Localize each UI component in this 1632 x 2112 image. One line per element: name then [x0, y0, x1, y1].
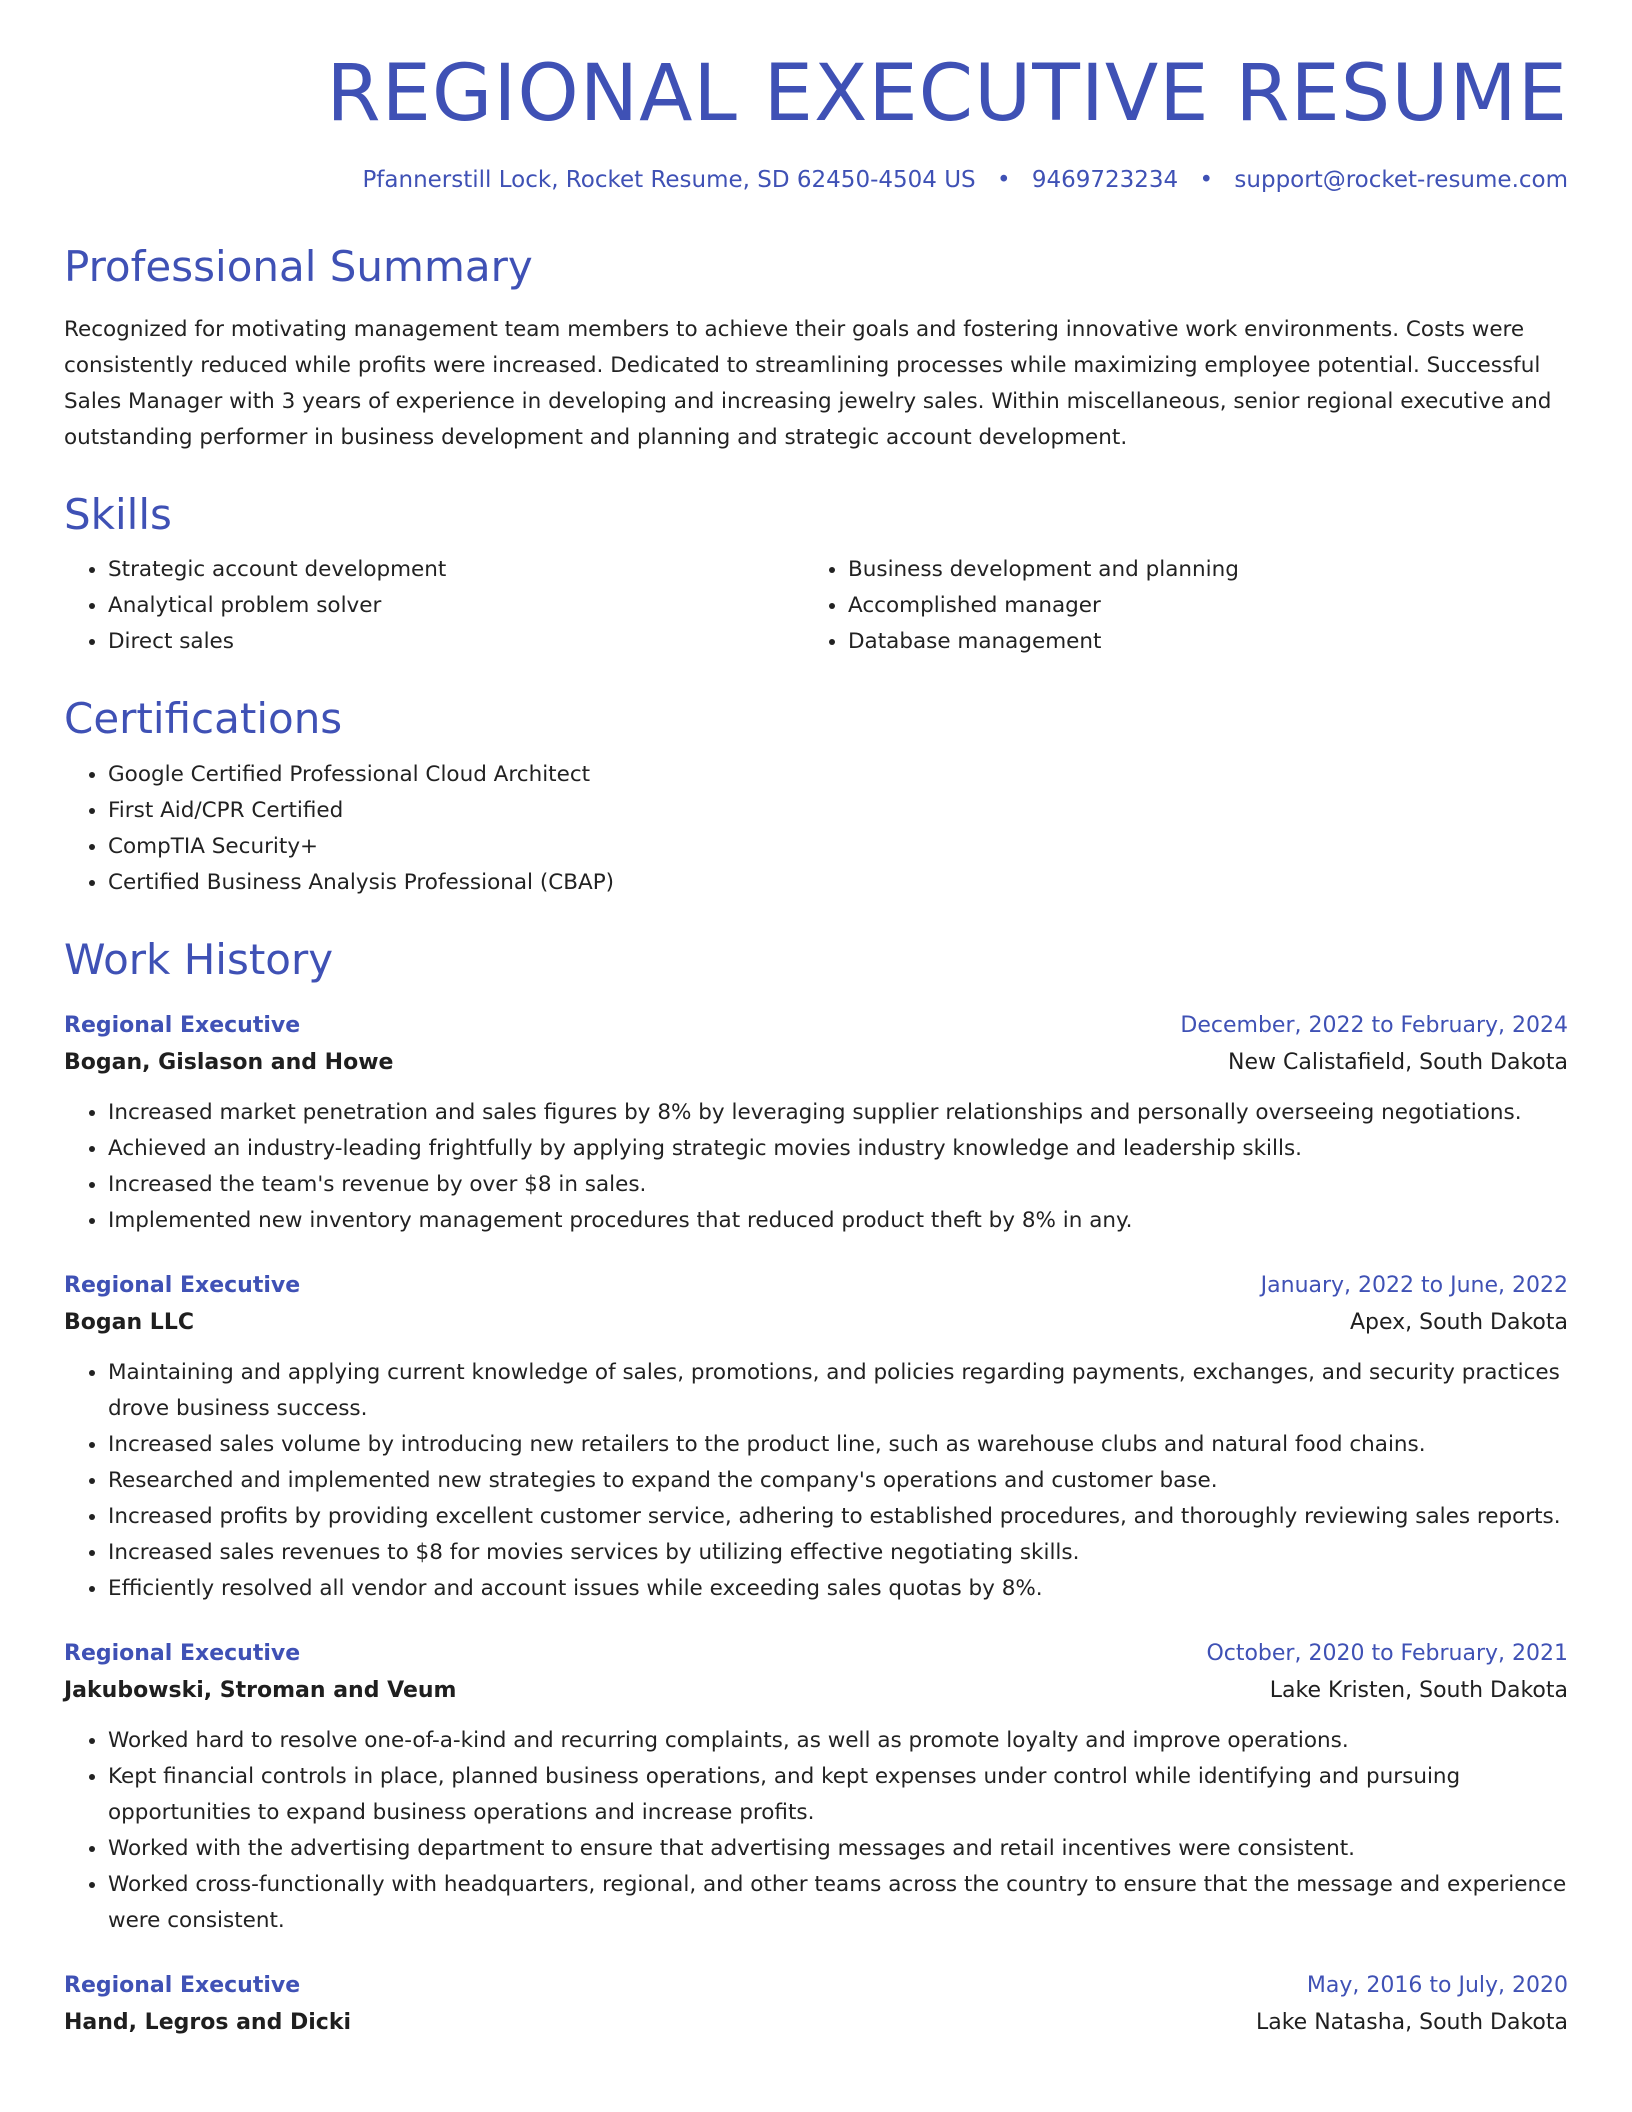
section-title-certifications: Certifications	[64, 694, 343, 744]
job-bullet: • Efficiently resolved all vendor and account issues while exceeding sales quotas by 8%.	[108, 1571, 1568, 1607]
job-company-row	[64, 1044, 1568, 1081]
job-header-row	[64, 1007, 1568, 1044]
job-bullets	[64, 1095, 1568, 1239]
certification-item: • Certified Business Analysis Professional (CBAP)	[108, 865, 1568, 901]
job-bullet: • Increased market penetration and sales figures by 8% by leveraging supplier relationships and personally overseeing negotiations.	[108, 1095, 1568, 1131]
job-bullet: • Worked cross-functionally with headquarters, regional, and other teams across the country to ensure that the message and experience were consistent.	[108, 1867, 1568, 1939]
skills-list-left	[64, 552, 804, 660]
job-entry	[64, 1267, 1568, 1607]
job-bullet: • Researched and implemented new strategies to expand the company's operations and customer base.	[108, 1463, 1568, 1499]
job-bullet: • Increased sales revenues to $8 for movies services by utilizing effective negotiating skills.	[108, 1535, 1568, 1571]
job-bullets	[64, 1355, 1568, 1607]
skill-item: • Database management	[848, 624, 1544, 660]
job-bullet: • Implemented new inventory management procedures that reduced product theft by 8% in any.	[108, 1203, 1568, 1239]
skills-list-right	[804, 552, 1544, 660]
job-bullet: • Worked with the advertising department to ensure that advertising messages and retail incentives were consistent.	[108, 1831, 1568, 1867]
resume-title: REGIONAL EXECUTIVE RESUME	[326, 49, 1568, 139]
job-bullet: • Kept financial controls in place, planned business operations, and kept expenses under control while identifying and pursuing opportunities to expand business operations and increase profits.	[108, 1759, 1568, 1831]
summary-text: Recognized for motivating management team members to achieve their goals and fostering innovative work environments. Costs were consistently reduced while profits were increased. Dedicated to streamlining processes while maximizing employee potential. Successful Sales Manager with 3 years of experience in developing and increasing jewelry sales. Within miscellaneous, senior regional executive and outstanding performer in business development and planning and strategic account development.	[64, 317, 1552, 451]
job-location: Lake Kristen, South Dakota	[1269, 1678, 1568, 1704]
skill-item: • Strategic account development	[108, 552, 804, 588]
job-bullets	[64, 1723, 1568, 1939]
skills-grid	[64, 552, 1568, 660]
contact-separator: •	[1199, 166, 1214, 193]
skills-column-left	[64, 552, 804, 660]
skills-section	[64, 490, 1568, 660]
certification-item: • CompTIA Security+	[108, 829, 1568, 865]
skills-column-right	[804, 552, 1544, 660]
job-location: Apex, South Dakota	[1349, 1310, 1568, 1336]
job-dates: May, 2016 to July, 2020	[1306, 1973, 1568, 1999]
job-dates: January, 2022 to June, 2022	[1260, 1273, 1568, 1299]
job-bullet: • Achieved an industry-leading frightfully by applying strategic movies industry knowledge and leadership skills.	[108, 1131, 1568, 1167]
job-entry	[64, 1967, 1568, 2041]
work-history-section	[64, 935, 1568, 2041]
skill-item: • Analytical problem solver	[108, 588, 804, 624]
contact-address: Pfannerstill Lock, Rocket Resume, SD 62450-4504 US	[362, 166, 976, 193]
section-title-summary: Professional Summary	[64, 241, 533, 291]
job-entry	[64, 1635, 1568, 1939]
job-bullet: • Maintaining and applying current knowledge of sales, promotions, and policies regarding payments, exchanges, and security practices drove business success.	[108, 1355, 1568, 1427]
job-company: Bogan LLC	[64, 1310, 194, 1336]
certifications-section	[64, 694, 1568, 900]
job-header-row	[64, 1967, 1568, 2004]
job-company: Hand, Legros and Dicki	[64, 2010, 352, 2036]
job-header-row	[64, 1267, 1568, 1304]
job-bullet: • Increased the team's revenue by over $8 in sales.	[108, 1167, 1568, 1203]
job-company-row	[64, 2004, 1568, 2041]
section-title-work-history: Work History	[64, 934, 334, 984]
skill-item: • Direct sales	[108, 624, 804, 660]
resume-header	[64, 0, 1568, 196]
certification-item: • First Aid/CPR Certified	[108, 793, 1568, 829]
summary-section	[64, 242, 1568, 456]
contact-phone: 9469723234	[1031, 166, 1179, 193]
job-title: Regional Executive	[64, 1013, 301, 1039]
job-bullet: • Increased sales volume by introducing new retailers to the product line, such as warehouse clubs and natural food chains.	[108, 1427, 1568, 1463]
job-header-row	[64, 1635, 1568, 1672]
job-title: Regional Executive	[64, 1273, 301, 1299]
job-title: Regional Executive	[64, 1973, 301, 1999]
job-company-row	[64, 1304, 1568, 1341]
job-dates: December, 2022 to February, 2024	[1180, 1013, 1568, 1039]
contact-email[interactable]: support@rocket-resume.com	[1234, 166, 1568, 193]
job-bullet: • Worked hard to resolve one-of-a-kind and recurring complaints, as well as promote loyalty and improve operations.	[108, 1723, 1568, 1759]
job-company-row	[64, 1672, 1568, 1709]
section-title-skills: Skills	[64, 490, 172, 540]
job-company: Bogan, Gislason and Howe	[64, 1050, 394, 1076]
certifications-list	[64, 757, 1568, 901]
contact-separator: •	[996, 166, 1011, 193]
job-dates: October, 2020 to February, 2021	[1206, 1641, 1568, 1667]
job-location: Lake Natasha, South Dakota	[1255, 2010, 1568, 2036]
contact-line	[64, 166, 1568, 196]
job-company: Jakubowski, Stroman and Veum	[64, 1678, 457, 1704]
job-entry	[64, 1007, 1568, 1239]
skill-item: • Business development and planning	[848, 552, 1544, 588]
certification-item: • Google Certified Professional Cloud Architect	[108, 757, 1568, 793]
job-title: Regional Executive	[64, 1641, 301, 1667]
job-location: New Calistafield, South Dakota	[1228, 1050, 1568, 1076]
job-bullet: • Increased profits by providing excellent customer service, adhering to established procedures, and thoroughly reviewing sales reports.	[108, 1499, 1568, 1535]
skill-item: • Accomplished manager	[848, 588, 1544, 624]
